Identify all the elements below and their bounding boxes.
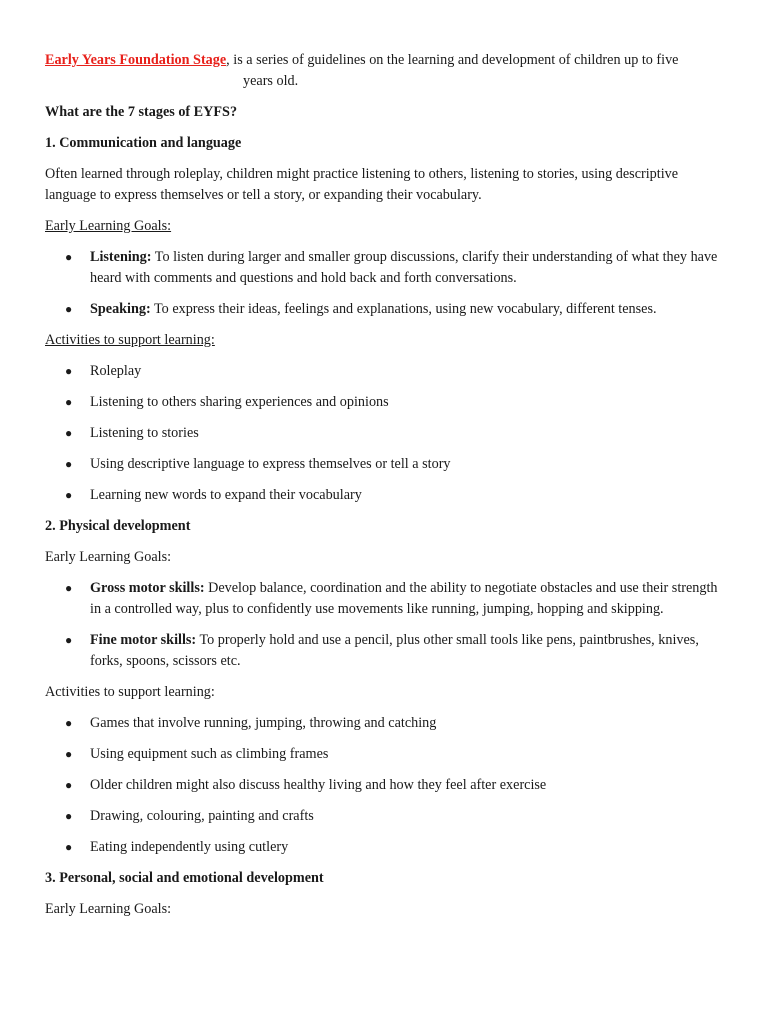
section-heading-physical: 2. Physical development — [45, 518, 191, 534]
list-item — [45, 361, 725, 382]
goal-text: To properly hold and use a pencil, plus other small tools like pens, paintbrushes, knives, forks, spoons, scissors etc. — [90, 632, 699, 669]
activity-text: Roleplay — [90, 363, 142, 379]
section-heading-communication: 1. Communication and language — [45, 135, 242, 151]
activities-label-communication: Activities to support learning: — [45, 332, 215, 348]
document-page — [45, 50, 725, 930]
list-item — [45, 630, 725, 672]
goal-term: Speaking: — [90, 301, 151, 317]
activity-text: Using descriptive language to express themselves or tell a story — [90, 456, 451, 472]
goal-term: Gross motor skills: — [90, 580, 205, 596]
goals-list-physical — [45, 578, 725, 672]
goals-list-communication — [45, 247, 725, 320]
list-item — [45, 392, 725, 413]
activities-list-physical — [45, 713, 725, 858]
goal-term: Listening: — [90, 249, 152, 265]
bullet-icon: ● — [65, 364, 73, 378]
list-item — [45, 713, 725, 734]
goals-label-communication: Early Learning Goals: — [45, 218, 172, 234]
activity-text: Games that involve running, jumping, throwing and catching — [90, 715, 437, 731]
bullet-icon: ● — [65, 840, 73, 854]
section-heading-personal-social: 3. Personal, social and emotional development — [45, 870, 324, 886]
activities-label-physical: Activities to support learning: — [45, 684, 215, 700]
list-item — [45, 247, 725, 289]
goals-label-physical: Early Learning Goals: — [45, 549, 172, 565]
bullet-icon: ● — [65, 778, 73, 792]
activity-text: Drawing, colouring, painting and crafts — [90, 808, 314, 824]
bullet-icon: ● — [65, 581, 73, 595]
goal-text: To listen during larger and smaller group discussions, clarify their understanding of what they have heard with comments and questions and hold back and forth conversations. — [90, 249, 718, 286]
list-item — [45, 744, 725, 765]
bullet-icon: ● — [65, 716, 73, 730]
bullet-icon: ● — [65, 747, 73, 761]
bullet-icon: ● — [65, 809, 73, 823]
goal-text: To express their ideas, feelings and explanations, using new vocabulary, different tenses. — [150, 301, 657, 317]
activities-list-communication — [45, 361, 725, 506]
activity-text: Using equipment such as climbing frames — [90, 746, 329, 762]
intro-text: , is a series of guidelines on the learning and development of children up to five — [226, 52, 679, 68]
bullet-icon: ● — [65, 633, 73, 647]
bullet-icon: ● — [65, 457, 73, 471]
list-item — [45, 485, 725, 506]
bullet-icon: ● — [65, 426, 73, 440]
bullet-icon: ● — [65, 395, 73, 409]
list-item — [45, 578, 725, 620]
question-heading: What are the 7 stages of EYFS? — [45, 104, 238, 120]
list-item — [45, 837, 725, 858]
list-item — [45, 299, 725, 320]
list-item — [45, 806, 725, 827]
activity-text: Listening to others sharing experiences and opinions — [90, 394, 389, 410]
bullet-icon: ● — [65, 302, 73, 316]
activity-text: Learning new words to expand their vocabulary — [90, 487, 362, 503]
activity-text: Eating independently using cutlery — [90, 839, 289, 855]
activity-text: Listening to stories — [90, 425, 199, 441]
list-item — [45, 775, 725, 796]
intro-paragraph — [45, 50, 725, 92]
section-description-communication: Often learned through roleplay, children might practice listening to others, listening to stories, using descriptive language to express themselves or tell a story, or expanding their vocabulary. — [45, 166, 679, 203]
bullet-icon: ● — [65, 488, 73, 502]
eyfs-link[interactable]: Early Years Foundation Stage — [45, 52, 227, 68]
list-item — [45, 423, 725, 444]
intro-text-continued: years old. — [243, 73, 299, 89]
goals-label-personal-social: Early Learning Goals: — [45, 901, 172, 917]
activity-text: Older children might also discuss healthy living and how they feel after exercise — [90, 777, 547, 793]
goal-text: Develop balance, coordination and the ability to negotiate obstacles and use their strength in a controlled way, plus to confidently use movements like running, jumping, hopping and skipping. — [90, 580, 718, 617]
bullet-icon: ● — [65, 250, 73, 264]
goal-term: Fine motor skills: — [90, 632, 197, 648]
list-item — [45, 454, 725, 475]
